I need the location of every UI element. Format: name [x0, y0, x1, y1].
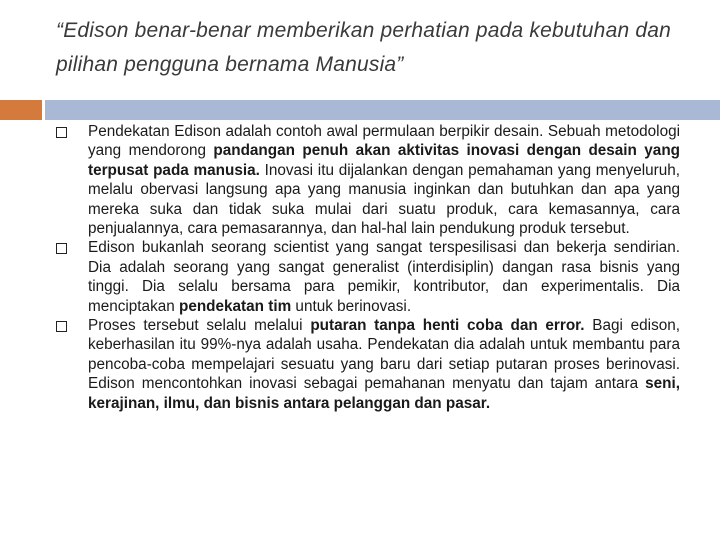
bullet-item: [50, 316, 680, 413]
bullet-segment: Bagi edison, keberhasilan itu 99%-nya adalah usaha. Pendekatan dia adalah untuk membantu para pencoba-coba mempelajari sesuatu yang baru dari setiap putaran proses berinovasi. Edison mencontohkan inovasi sebagai pemahanan menyatu dan tajam antara: [88, 317, 680, 393]
bullet-segment: Pendekatan Edison adalah contoh awal permulaan berpikir desain. Sebuah metodologi yang mendorong: [88, 123, 680, 160]
bullet-segment: Inovasi itu dijalankan dengan pemahaman yang menyeluruh, melalu obervasi langsung apa yang manusia inginkan dan butuhkan dan apa yang mereka suka dan tidak suka mulai dari suatu produk, cara kemasannya, cara penjualannya, cara pemasarannya, dan hal-hal lain pendukung produk tersebut.: [88, 161, 680, 238]
square-bullet-icon: [56, 321, 67, 332]
title-divider-bar: [45, 100, 720, 120]
bullet-segment-bold: putaran tanpa henti coba dan error.: [310, 317, 585, 335]
bullet-text: [88, 239, 680, 314]
bullet-text: [88, 123, 680, 237]
bullet-list: [50, 122, 680, 413]
bullet-text: [88, 317, 680, 412]
accent-bar: [0, 100, 42, 120]
square-bullet-icon: [56, 243, 67, 254]
bullet-item: [50, 122, 680, 238]
slide-title: “Edison benar-benar memberikan perhatian pada kebutuhan dan pilihan pengguna bernama Manusia”: [56, 19, 671, 76]
bullet-segment: Proses tersebut selalu melalui: [88, 317, 311, 335]
bullet-segment: untuk berinovasi.: [291, 297, 412, 315]
bullet-segment-bold: seni, kerajinan, ilmu, dan bisnis antara pelanggan dan pasar.: [88, 375, 680, 412]
bullet-segment: Edison bukanlah seorang scientist yang sangat terspesilisasi dan bekerja sendirian. Dia adalah seorang yang sangat generalist (interdisiplin) dangan rasa bisnis yang tinggi. Dia selalu bersama para pemikir, kontributor, dan experimentalis. Dia menciptakan: [88, 239, 680, 315]
bullet-item: [50, 238, 680, 316]
bullet-segment-bold: pandangan penuh akan aktivitas inovasi dengan desain yang terpusat pada manusia.: [88, 142, 681, 179]
square-bullet-icon: [56, 127, 67, 138]
bullet-segment-bold: pendekatan tim: [178, 297, 292, 315]
